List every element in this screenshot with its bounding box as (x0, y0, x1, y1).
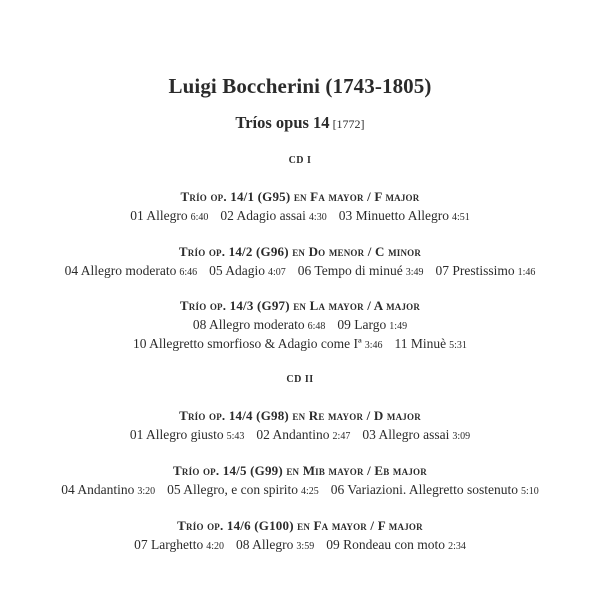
track-duration: 4:25 (300, 486, 319, 497)
cd-label: CD I (288, 155, 312, 166)
track-title: 09 Largo (337, 317, 387, 332)
track-item (193, 317, 326, 333)
track-duration: 3:46 (364, 340, 383, 351)
track-title: 07 Prestissimo (435, 263, 515, 278)
track-item (395, 336, 467, 352)
track-item (220, 208, 326, 224)
track-duration: 5:31 (449, 340, 467, 351)
track-duration: 1:46 (517, 267, 536, 278)
track-item (130, 208, 208, 224)
track-duration: 2:47 (332, 431, 351, 442)
track-title: 09 Rondeau con moto (326, 537, 446, 552)
track-item (65, 263, 198, 279)
track-title: 07 Larghetto (134, 537, 204, 552)
track-row (0, 317, 600, 333)
track-row (0, 263, 600, 279)
track-duration: 3:49 (405, 267, 424, 278)
track-row (0, 537, 600, 553)
track-row (0, 208, 600, 224)
track-item (362, 427, 470, 443)
track-duration: 4:20 (206, 541, 225, 552)
work-year: [1772] (332, 117, 365, 131)
track-item (326, 537, 466, 553)
track-item (167, 482, 319, 498)
track-title: 03 Minuetto Allegro (338, 208, 449, 223)
track-duration: 4:51 (451, 212, 470, 223)
track-duration: 6:48 (307, 321, 326, 332)
track-item (61, 482, 155, 498)
track-title: 03 Allegro assai (362, 427, 450, 442)
track-item (133, 336, 382, 352)
track-item (256, 427, 350, 443)
track-title: 01 Allegro giusto (129, 427, 224, 442)
track-duration: 6:46 (179, 267, 198, 278)
track-title: 08 Allegro moderato (192, 317, 305, 332)
track-duration: 1:49 (389, 321, 408, 332)
track-duration: 3:09 (452, 431, 471, 442)
cd-label: CD II (286, 374, 314, 385)
track-duration: 6:40 (190, 212, 209, 223)
track-item (134, 537, 224, 553)
track-row (0, 482, 600, 498)
track-title: 05 Adagio (209, 263, 265, 278)
trio-title: Trío op. 14/5 (G99) en Mib mayor / Eb major (173, 463, 427, 478)
track-title: 01 Allegro (130, 208, 188, 223)
track-row (0, 427, 600, 443)
track-title: 02 Adagio assai (220, 208, 306, 223)
track-duration: 3:59 (296, 541, 315, 552)
track-item (435, 263, 535, 279)
track-title: 02 Andantino (256, 427, 330, 442)
composer-heading: Luigi Boccherini (1743-1805) (168, 74, 432, 98)
track-duration: 5:43 (226, 431, 245, 442)
trio-title: Trío op. 14/3 (G97) en La mayor / A major (179, 298, 421, 313)
track-row (0, 336, 600, 352)
track-title: 06 Variazioni. Allegretto sostenuto (330, 482, 518, 497)
track-title: 10 Allegretto smorfioso & Adagio come Iª (133, 336, 362, 351)
track-duration: 3:20 (137, 486, 156, 497)
track-duration: 4:07 (267, 267, 286, 278)
trio-title: Trío op. 14/6 (G100) en Fa mayor / F major (177, 518, 423, 533)
track-title: 11 Minuè (394, 336, 447, 351)
track-item (339, 208, 470, 224)
track-duration: 2:34 (448, 541, 466, 552)
track-item (236, 537, 314, 553)
track-item (130, 427, 245, 443)
track-item (337, 317, 407, 333)
track-title: 06 Tempo di minué (297, 263, 403, 278)
track-title: 05 Allegro, e con spirito (167, 482, 298, 497)
trio-title: Trío op. 14/1 (G95) en Fa mayor / F major (180, 189, 420, 204)
track-duration: 4:30 (308, 212, 327, 223)
track-item (331, 482, 539, 498)
work-title-text: Tríos opus 14 (235, 113, 330, 132)
track-item (298, 263, 424, 279)
trio-title: Trío op. 14/2 (G96) en Do menor / C minor (178, 244, 422, 259)
track-title: 04 Allegro moderato (64, 263, 177, 278)
trio-title: Trío op. 14/4 (G98) en Re mayor / D major (179, 408, 421, 423)
track-item (209, 263, 286, 279)
track-title: 08 Allegro (236, 537, 294, 552)
track-title: 04 Andantino (61, 482, 135, 497)
track-duration: 5:10 (521, 486, 539, 497)
work-title (0, 113, 600, 133)
